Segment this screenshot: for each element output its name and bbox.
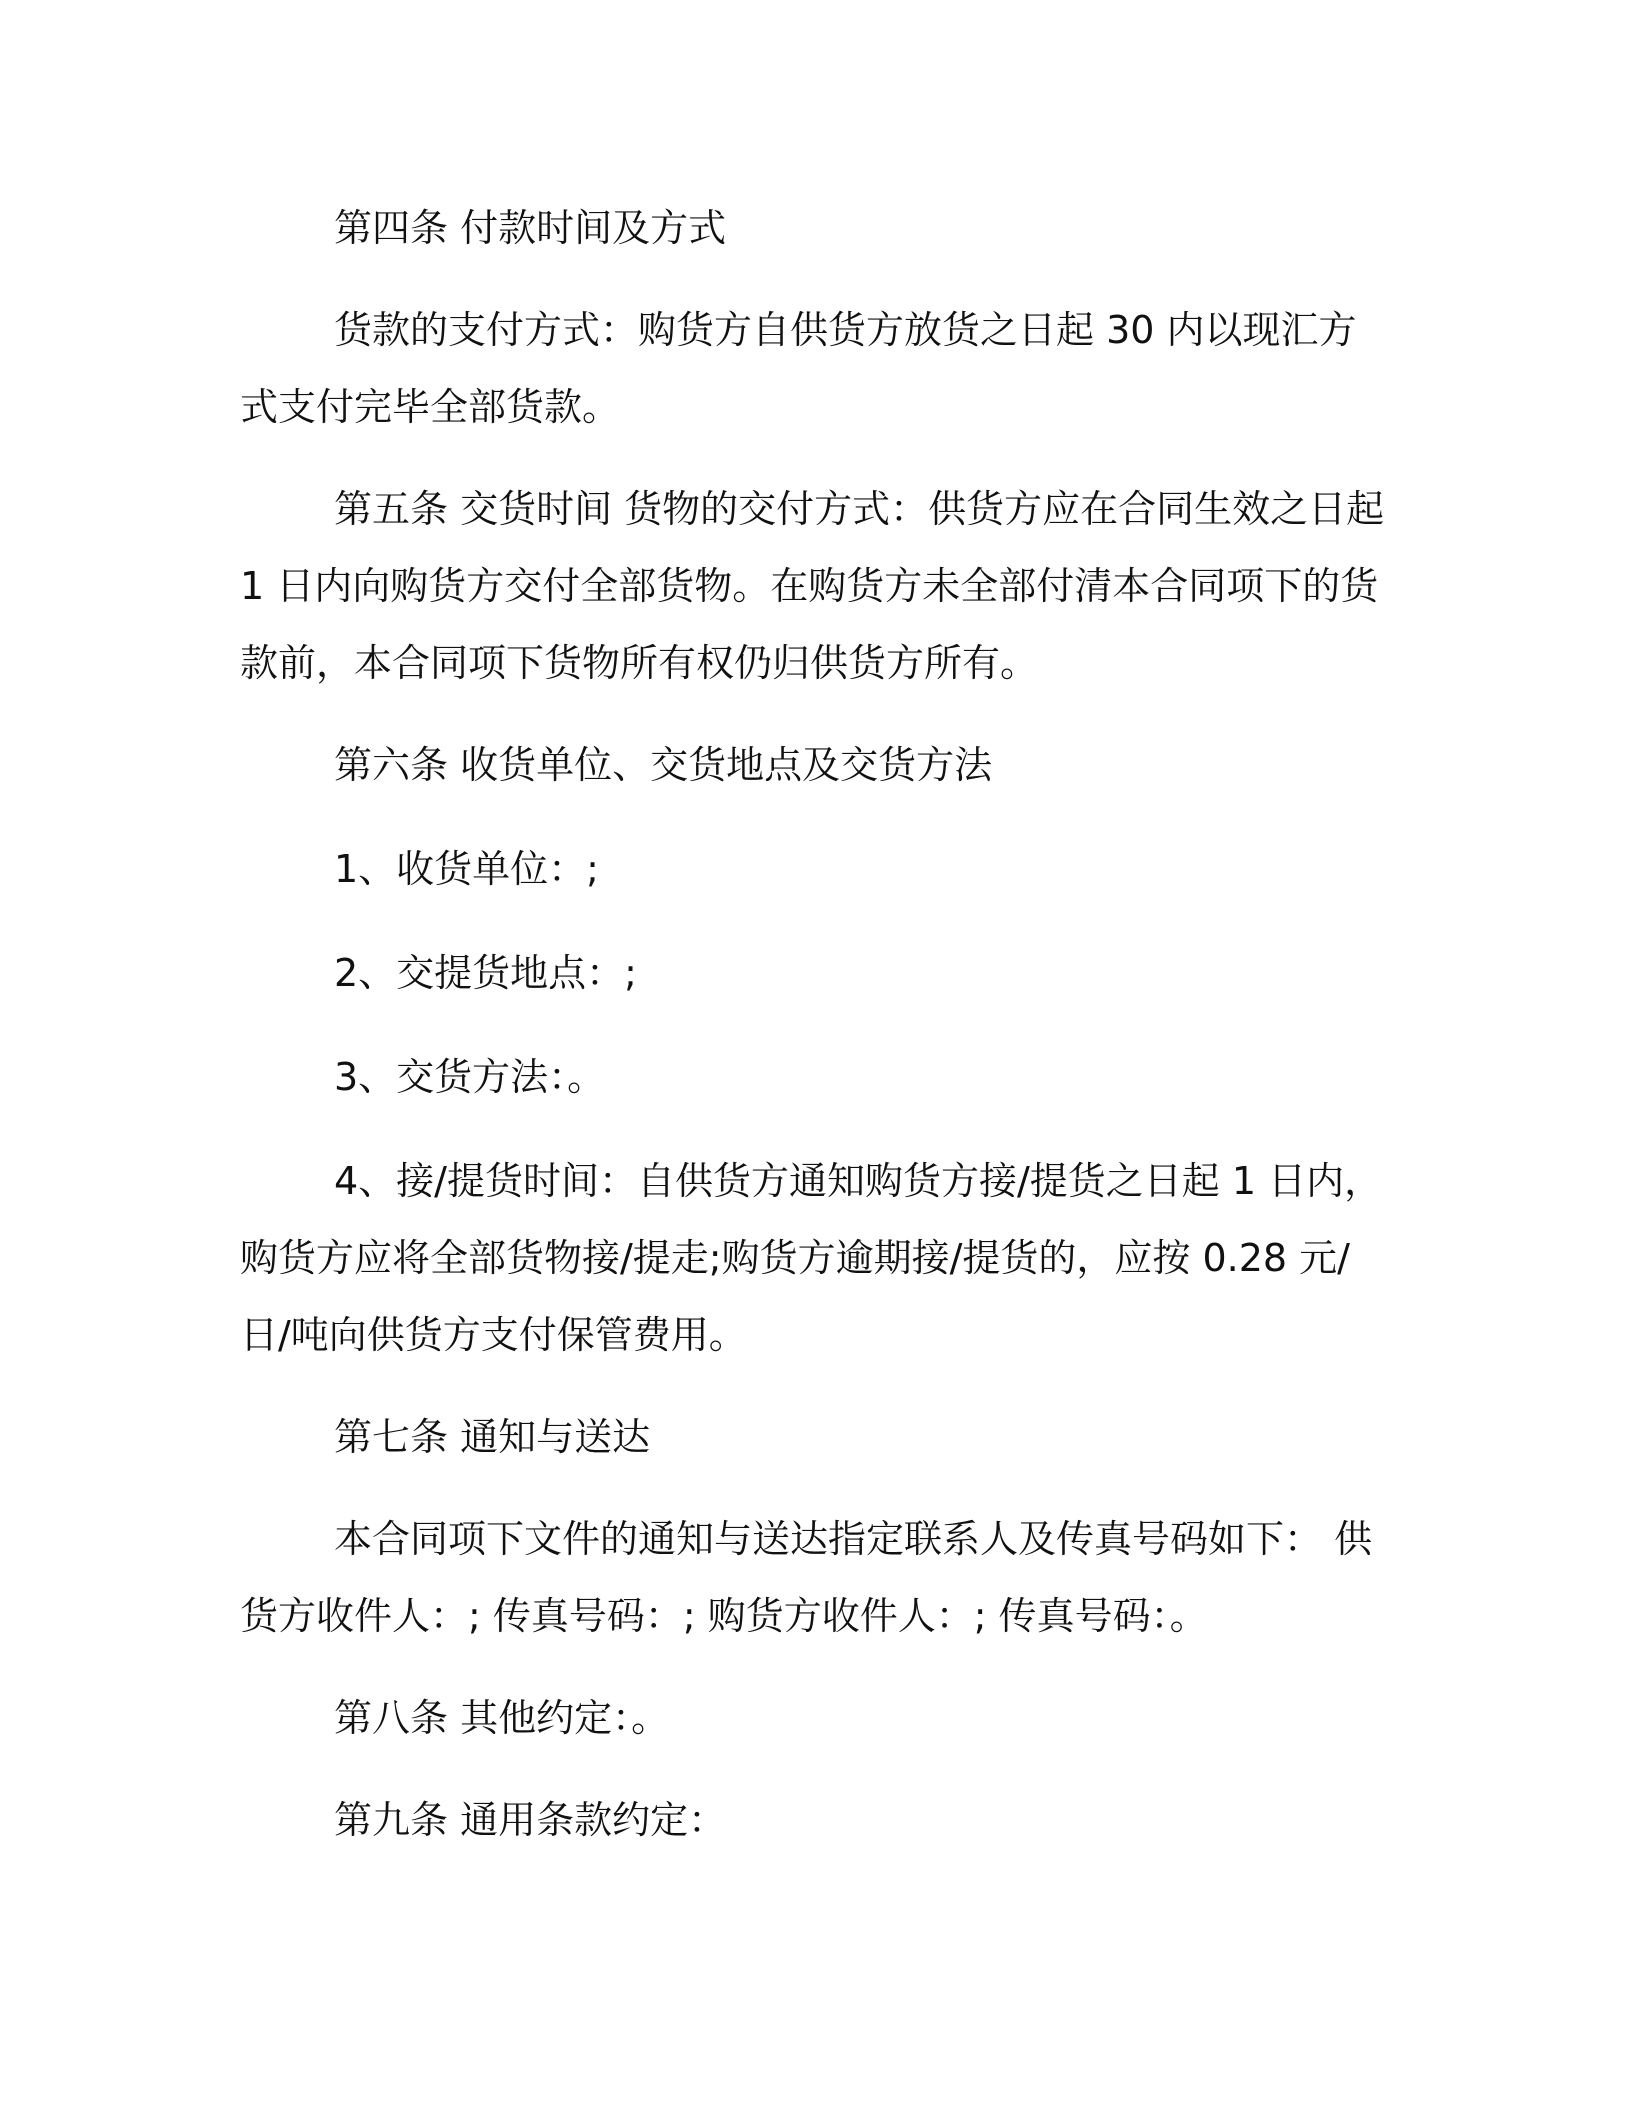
article-6-heading: 第六条 收货单位、交货地点及交货方法: [334, 743, 993, 787]
article-6-item-4: 4、接/提货时间：自供货方通知购货方接/提货之日起 1 日内，购货方应将全部货物接/提走;购货方逾期接/提货的，应按 0.28 元/日/吨向供货方支付保管费用。: [240, 1159, 1383, 1357]
document-body: [240, 190, 1390, 1859]
article-4-payment-paragraph: 货款的支付方式：购货方自供货方放货之日起 30 内以现汇方式支付完毕全部货款。: [240, 308, 1357, 429]
article-5-delivery-paragraph: 第五条 交货时间 货物的交付方式：供货方应在合同生效之日起 1 日内向购货方交付全部货物。在购货方未全部付清本合同项下的货款前，本合同项下货物所有权仍归供货方所有。: [240, 487, 1385, 685]
article-6-item-2: 2、交提货地点：;: [334, 951, 637, 995]
article-6-item-3: 3、交货方法：。: [334, 1055, 606, 1099]
article-4-heading: 第四条 付款时间及方式: [334, 206, 727, 250]
article-8-heading: 第八条 其他约定：。: [334, 1696, 670, 1740]
article-6-item-1: 1、收货单位：;: [334, 847, 599, 891]
article-7-heading: 第七条 通知与送达: [334, 1415, 651, 1459]
article-7-notice-paragraph: 本合同项下文件的通知与送达指定联系人及传真号码如下： 供货方收件人：; 传真号码：; 购货方收件人：; 传真号码：。: [240, 1517, 1373, 1638]
article-9-heading: 第九条 通用条款约定：: [334, 1798, 727, 1842]
